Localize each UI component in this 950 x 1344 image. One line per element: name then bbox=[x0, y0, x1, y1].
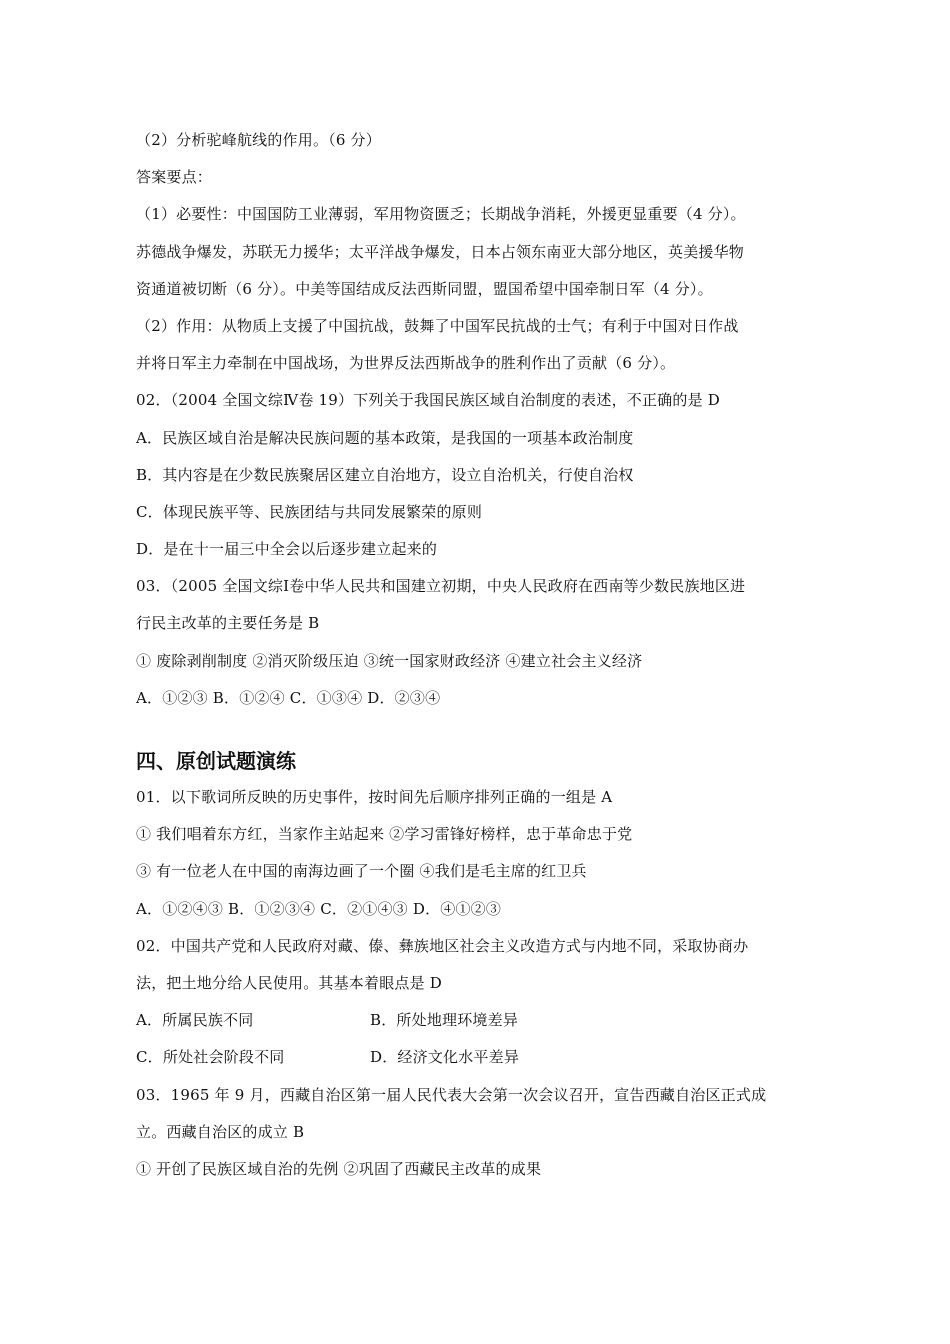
question-line: 法，把土地分给人民使用。其基本着眼点是 D bbox=[136, 973, 442, 992]
document-body bbox=[136, 122, 826, 1188]
question-line: 03．（2005 全国文综Ⅰ卷中华人民共和国建立初期，中央人民政府在西南等少数民族地区进 bbox=[136, 577, 746, 596]
option-line: C．体现民族平等、民族团结与共同发展繁荣的原则 bbox=[136, 502, 483, 521]
option-line: ③ 有一位老人在中国的南海边画了一个圈 ④我们是毛主席的红卫兵 bbox=[136, 862, 587, 881]
option-line: ① 废除剥削制度 ②消灭阶级压迫 ③统一国家财政经济 ④建立社会主义经济 bbox=[136, 651, 643, 670]
option-row bbox=[136, 1002, 826, 1039]
question-line: 行民主改革的主要任务是 B bbox=[136, 614, 320, 633]
text-line: （2）作用：从物质上支援了中国抗战，鼓舞了中国军民抗战的士气；有利于中国对日作战 bbox=[136, 316, 739, 335]
section-heading: 四、原创试题演练 bbox=[136, 749, 296, 773]
option-line: B．其内容是在少数民族聚居区建立自治地方，设立自治机关，行使自治权 bbox=[136, 465, 634, 484]
option-line: A．民族区域自治是解决民族问题的基本政策，是我国的一项基本政治制度 bbox=[136, 428, 634, 447]
option-c: C．所处社会阶段不同 bbox=[136, 1048, 285, 1067]
question-line: 01．以下歌词所反映的历史事件，按时间先后顺序排列正确的一组是 A bbox=[136, 788, 613, 806]
text-line: 并将日军主力牵制在中国战场，为世界反法西斯战争的胜利作出了贡献（6 分）。 bbox=[136, 354, 676, 373]
option-a: A．所属民族不同 bbox=[136, 1011, 254, 1030]
option-line: ① 开创了民族区域自治的先例 ②巩固了西藏民主改革的成果 bbox=[136, 1159, 542, 1178]
text-line: （2）分析驼峰航线的作用。（6 分） bbox=[136, 131, 381, 149]
text-line: 答案要点： bbox=[136, 168, 213, 187]
question-line: 03．1965 年 9 月，西藏自治区第一届人民代表大会第一次会议召开，宣告西藏自治区正式成 bbox=[136, 1085, 767, 1104]
text-line: （1）必要性：中国国防工业薄弱，军用物资匮乏；长期战争消耗，外援更显重要（4 分）。 bbox=[136, 205, 746, 224]
option-row bbox=[136, 1039, 826, 1076]
question-line: 立。西藏自治区的成立 B bbox=[136, 1122, 305, 1141]
text-line: 苏德战争爆发，苏联无力援华；太平洋战争爆发，日本占领东南亚大部分地区，英美援华物 bbox=[136, 242, 745, 261]
option-line: A．①②④③ B．①②③④ C．②①④③ D．④①②③ bbox=[136, 899, 502, 918]
option-line: A．①②③ B．①②④ C．①③④ D．②③④ bbox=[136, 688, 441, 707]
option-line: ① 我们唱着东方红，当家作主站起来 ②学习雷锋好榜样，忠于革命忠于党 bbox=[136, 825, 633, 844]
question-line: 02．（2004 全国文综Ⅳ卷 19）下列关于我国民族区域自治制度的表述，不正确的是 D bbox=[136, 391, 720, 410]
option-b: B．所处地理环境差异 bbox=[370, 1011, 519, 1030]
question-line: 02．中国共产党和人民政府对藏、傣、彝族地区社会主义改造方式与内地不同，采取协商办 bbox=[136, 936, 749, 955]
option-d: D．经济文化水平差异 bbox=[370, 1048, 520, 1067]
option-line: D．是在十一届三中全会以后逐步建立起来的 bbox=[136, 540, 438, 559]
text-line: 资通道被切断（6 分）。中美等国结成反法西斯同盟，盟国希望中国牵制日军（4 分）。 bbox=[136, 279, 713, 298]
